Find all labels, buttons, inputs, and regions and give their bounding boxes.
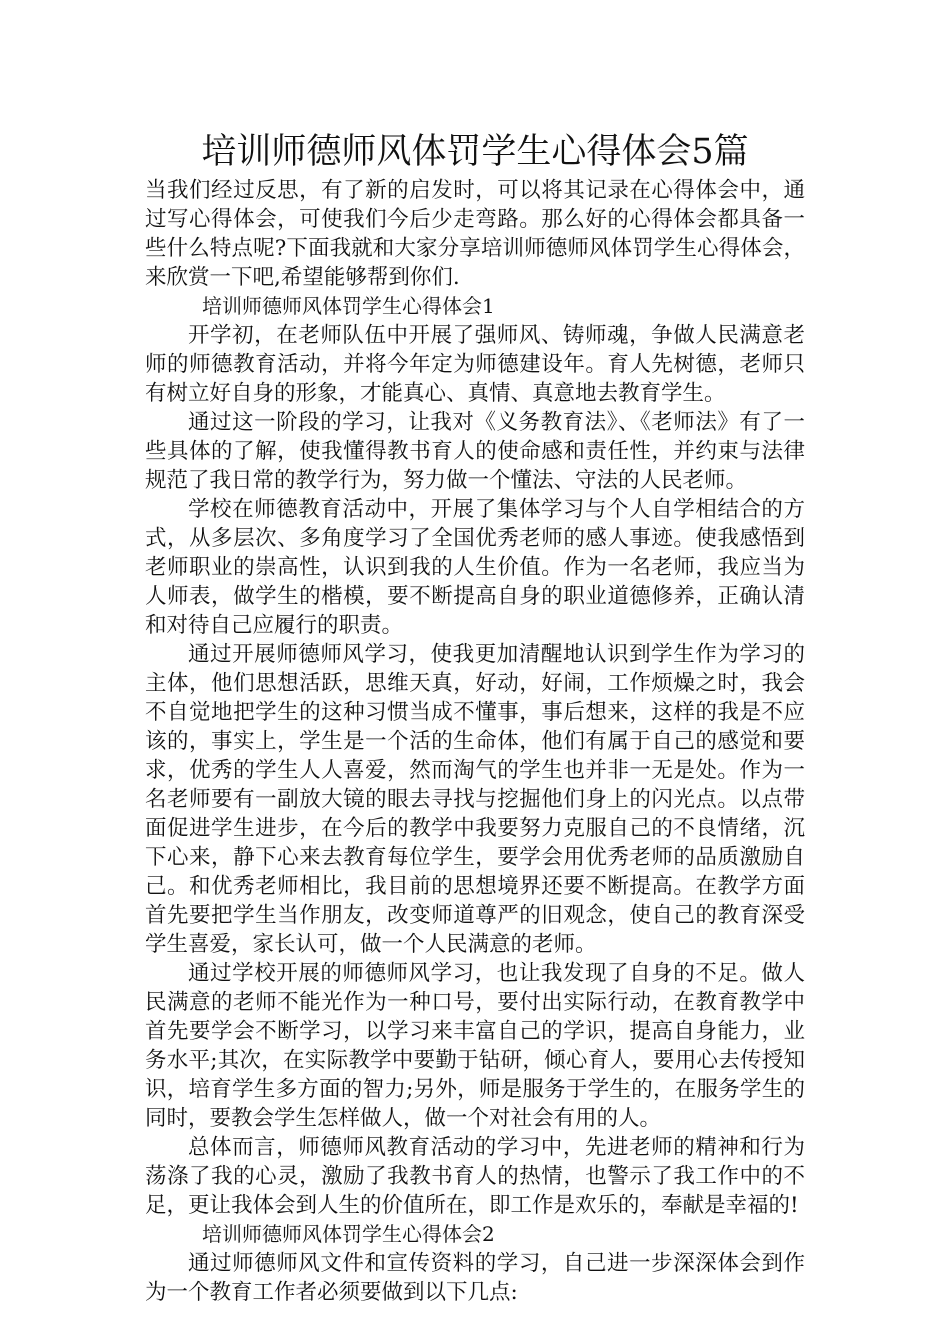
body-paragraph: 通过这一阶段的学习，让我对《义务教育法》、《老师法》有了一些具体的了解，使我懂得教书育人的使命感和责任性，并约束与法律规范了我日常的教学行为，努力做一个懂法、守法的人民老师。: [145, 410, 805, 493]
body-paragraph: 通过学校开展的师德师风学习，也让我发现了自身的不足。做人民满意的老师不能光作为一种口号，要付出实际行动，在教育教学中首先要学会不断学习，以学习来丰富自己的学识，提高自身能力，业务水平;其次，在实际教学中要勤于钻研，倾心育人，要用心去传授知识，培育学生多方面的智力;另外，师是服务于学生的，在服务学生的同时，要教会学生怎样做人，做一个对社会有用的人。: [145, 961, 805, 1131]
body-paragraph: 通过师德师风文件和宣传资料的学习，自己进一步深深体会到作为一个教育工作者必须要做到以下几点:: [145, 1251, 805, 1305]
section-heading: 培训师德师风体罚学生心得体会2: [202, 1222, 495, 1246]
body-paragraph: 通过开展师德师风学习，使我更加清醒地认识到学生作为学习的主体，他们思想活跃，思维天真，好动，好闹，工作烦燥之时，我会不自觉地把学生的这种习惯当成不懂事，事后想来，这样的我是不应该的，事实上，学生是一个活的生命体，他们有属于自己的感觉和要求，优秀的学生人人喜爱，然而淘气的学生也并非一无是处。作为一名老师要有一副放大镜的眼去寻找与挖掘他们身上的闪光点。以点带面促进学生进步，在今后的教学中我要努力克服自己的不良情绪，沉下心来，静下心来去教育每位学生，要学会用优秀老师的品质激励自己。和优秀老师相比，我目前的思想境界还要不断提高。在教学方面首先要把学生当作朋友，改变师道尊严的旧观念，使自己的教育深受学生喜爱，家长认可，做一个人民满意的老师。: [145, 642, 805, 957]
body-paragraph: 总体而言，师德师风教育活动的学习中，先进老师的精神和行为荡涤了我的心灵，激励了我教书育人的热情，也警示了我工作中的不足，更让我体会到人生的价值所在，即工作是欢乐的，奉献是幸福的!: [145, 1135, 805, 1218]
section-heading: 培训师德师风体罚学生心得体会1: [202, 294, 495, 318]
body-paragraph: 开学初，在老师队伍中开展了强师风、铸师魂，争做人民满意老师的师德教育活动，并将今年定为师德建设年。育人先树德，老师只有树立好自身的形象，才能真心、真情、真意地去教育学生。: [145, 323, 805, 406]
document-title: 培训师德师风体罚学生心得体会5篇: [201, 132, 749, 172]
section-1: [145, 292, 805, 1220]
intro-paragraph: 当我们经过反思，有了新的启发时，可以将其记录在心得体会中，通过写心得体会，可使我们今后少走弯路。那么好的心得体会都具备一些什么特点呢?下面我就和大家分享培训师德师风体罚学生心得体会，来欣赏一下吧,希望能够帮到你们.: [145, 178, 805, 290]
body-paragraph: 学校在师德教育活动中，开展了集体学习与个人自学相结合的方式，从多层次、多角度学习了全国优秀老师的感人事迹。使我感悟到老师职业的崇高性，认识到我的人生价值。作为一名老师，我应当为人师表，做学生的楷模，要不断提高自身的职业道德修养，正确认清和对待自己应履行的职责。: [145, 497, 805, 638]
document-page: [145, 128, 805, 1307]
section-2: [145, 1220, 805, 1307]
